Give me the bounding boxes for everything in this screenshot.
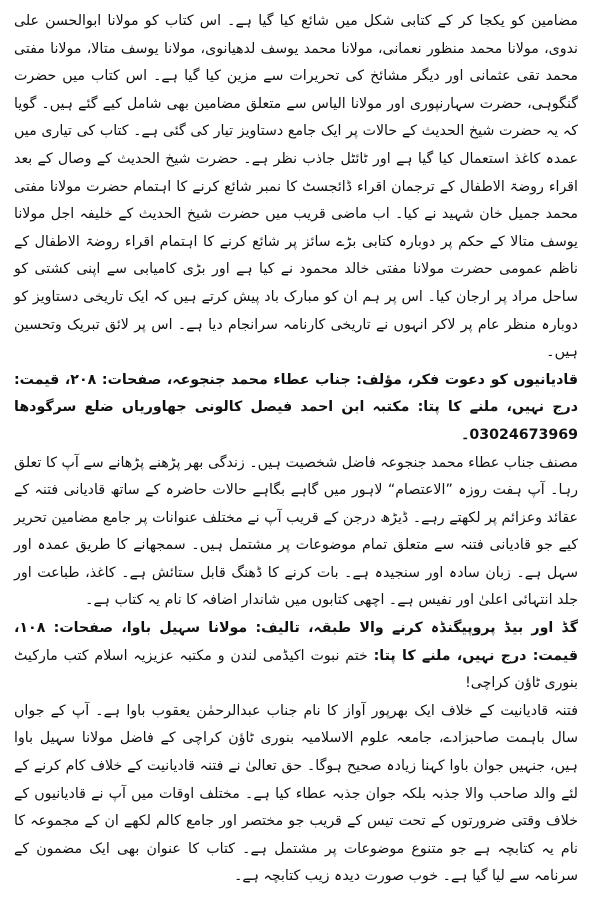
review-2-phone: 03024673969 bbox=[469, 426, 578, 443]
review-3-body: فتنہ قادیانیت کے خلاف ایک بھرپور آواز کا نام جناب عبدالرحمٰن یعقوب باوا ہے۔ آپ کے جواں سال باہمت صاحبزادے، جامعہ علوم الاسلامیہ بنوری ٹاؤن کراچی کے فاضل مولانا سہیل باوا ہیں، جنہیں جوان باوا کہنا زیادہ صحیح ہوگا۔ حق تعالیٰ نے فتنہ قادیانیت کے خلاف کام کرنے کے لئے والد صاحب والا جذبہ بلکہ جوان جذبہ عطاء کیا ہے۔ مختلف اوقات میں آپ نے قادیانیوں کے خلاف وقتی ضرورتوں کے تحت تیس کے قریب جو مختصر اور جامع کالم لکھے ان کے مجموعہ کا نام یہ کتابچہ ہے جو متنوع موضوعات پر مشتمل ہے۔ کتاب کا عنوان بھی ایک مضمون کے سرنامہ سے لیا گیا ہے۔ خوب صورت دیدہ زیب کتابچہ ہے۔ bbox=[14, 702, 578, 885]
review-2-title: قادیانیوں کو دعوت فکر، مؤلف: جناب عطاء محمد جنجوعہ، صفحات: ۲۰۸، قیمت: درج نہیں، ملنے کا پتا: مکتبہ ابن احمد فیصل کالونی جھاوریاں ضلع سرگودھا bbox=[14, 371, 578, 416]
review-2-heading bbox=[14, 367, 578, 450]
review-3-title: گڈ اور بیڈ پروپیگنڈہ کرنے والا طبقہ، تالیف: مولانا سہیل باوا، صفحات: ۱۰۸، قیمت: درج نہیں، ملنے کا پتا: bbox=[14, 620, 578, 664]
review-2-body: مصنف جناب عطاء محمد جنجوعہ فاضل شخصیت ہیں۔ زندگی بھر پڑھنے پڑھانے سے آپ کا تعلق رہا۔ آپ ہفت روزہ ”الاعتصام“ لاہور میں گاہے بگاہے حالات حاضرہ کے ساتھ قادیانی فتنہ کے عقائد وعزائم پر لکھتے رہے۔ ڈیڑھ درجن کے قریب آپ نے مختلف عنوانات پر جامع مضامین تحریر کیے جو قادیانی فتنہ سے متعلق تمام موضوعات پر مشتمل ہیں۔ سمجھانے کا طریق عمدہ اور سہل ہے۔ زبان سادہ اور سنجیدہ ہے۔ بات کرنے کا ڈھنگ قابل ستائش ہے۔ کاغذ، طباعت اور جلد انتہائی اعلیٰ اور نفیس ہے۔ اچھی کتابوں میں شاندار اضافہ کا نام یہ کتاب ہے۔ bbox=[14, 454, 578, 609]
review-3-address: ختم نبوت اکیڈمی لندن و مکتبہ عزیزیہ اسلام کتب مارکیٹ بنوری ٹاؤن کراچی! bbox=[14, 647, 578, 692]
review-3-heading bbox=[14, 615, 578, 698]
period: ۔ bbox=[461, 426, 470, 443]
review-1-body: مضامین کو یکجا کر کے کتابی شکل میں شائع کیا گیا ہے۔ اس کتاب کو مولانا ابوالحسن علی ندوی، مولانا محمد منظور نعمانی، مولانا محمد یوسف لدھیانوی، مولانا یوسف متالا، مولانا مفتی محمد تقی عثمانی اور دیگر مشائخ کی تحریرات سے مزین کیا گیا ہے۔ اس کتاب میں حضرت گنگوہی، حضرت سہارنپوری اور مولانا الیاس سے متعلق مضامین بھی شامل کیے گئے ہیں۔ گویا کہ یہ حضرت شیخ الحدیث کے حالات پر ایک جامع دستاویز تیار کی گئی ہے۔ کتاب کی تیاری میں عمدہ کاغذ استعمال کیا گیا ہے اور ٹائٹل جاذب نظر ہے۔ حضرت شیخ الحدیث کے وصال کے بعد اقراء روضۃ الاطفال کے ترجمان اقراء ڈائجسٹ کا نمبر شائع کرنے کا اہتمام حضرت مولانا مفتی محمد جمیل خان شہید نے کیا۔ اب ماضی قریب میں حضرت شیخ الحدیث کے خلیفہ اجل مولانا یوسف متالا کے حکم پر دوبارہ کتابی بڑے سائز پر شائع کرنے کا اہتمام اقراء روضۃ الاطفال کے ناظم عمومی حضرت مولانا مفتی خالد محمود نے کیا ہے اور بڑی کامیابی سے اپنی کشتی کو ساحل مراد پر ارجان کیا۔ اس پر ہم ان کو مبارک باد پیش کرتے ہیں کہ ایک تاریخی دستاویز کو دوبارہ منظر عام پر لاکر انہوں نے تاریخی کارنامہ سرانجام دیا ہے۔ اس پر لائق تبریک وتحسین ہیں۔ bbox=[14, 13, 578, 361]
